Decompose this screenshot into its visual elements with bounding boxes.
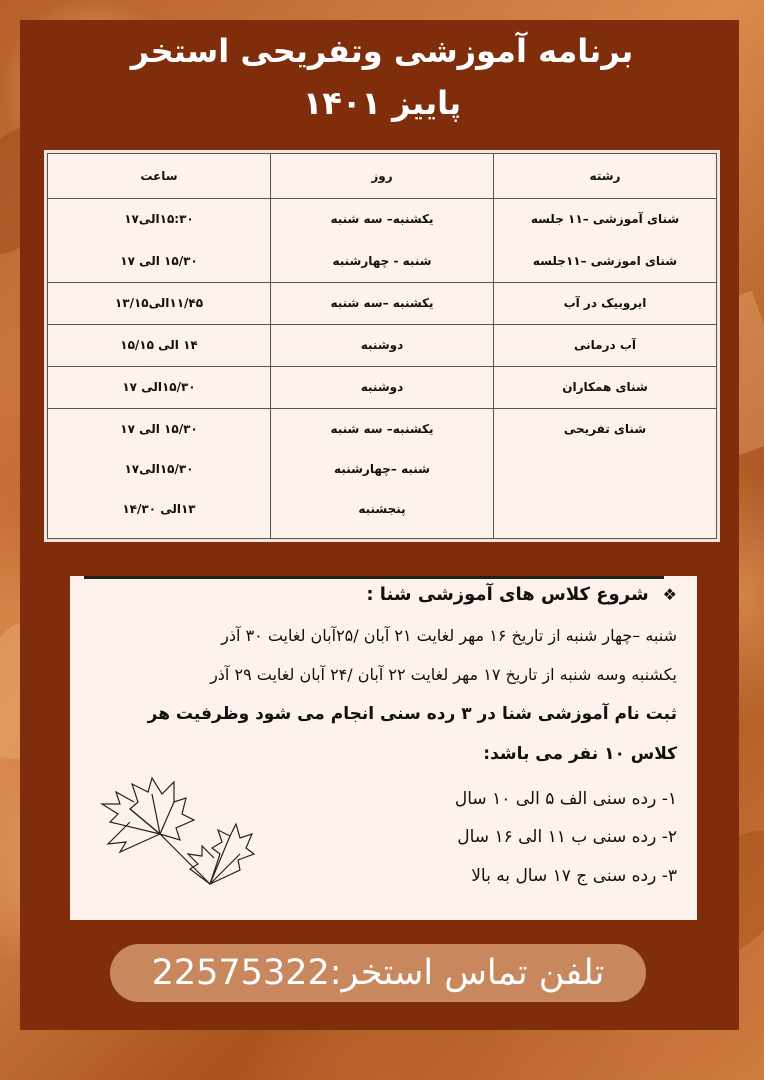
table-row [48, 325, 717, 367]
cell-time [48, 199, 271, 283]
info-heading-text: شروع کلاس های آموزشی شنا : [366, 584, 649, 605]
cell-time [48, 409, 271, 539]
cell-text: دوشنبه [360, 338, 404, 352]
cell-text: ۱۵/۳۰ الی ۱۷ [120, 254, 198, 268]
cell-field [494, 367, 717, 409]
table-row [48, 367, 717, 409]
cell-day [271, 199, 494, 283]
cell-text: پنجشنبه [358, 502, 406, 516]
cell-text: یکشنبه– سه شنبه [330, 212, 434, 226]
cell-text: ۱۳الی ۱۴/۳۰ [122, 502, 196, 516]
cell-text: شنای آموزشی –۱۱ جلسه [530, 212, 680, 226]
header-time: ساعت [48, 154, 271, 199]
age-group-2: ۲- رده سنی ب ۱۱ الی ۱۶ سال [457, 827, 677, 847]
schedule-line-1: شنبه –چهار شنبه از تاریخ ۱۶ مهر لغایت ۲۱ آبان /۲۵آبان لغایت ۳۰ آذر [221, 626, 677, 645]
cell-time [48, 367, 271, 409]
cell-field [494, 199, 717, 283]
cell-day [271, 409, 494, 539]
cell-text: دوشنبه [360, 380, 404, 394]
table-row [48, 283, 717, 325]
capacity-note: کلاس ۱۰ نفر می باشد: [483, 744, 677, 764]
cell-day [271, 283, 494, 325]
table-row [48, 199, 717, 283]
cell-text: ۱۵/۳۰الی۱۷ [124, 462, 194, 476]
cell-day [271, 325, 494, 367]
info-card [70, 576, 697, 920]
table-header-row [48, 154, 717, 199]
cell-text: ۱۵:۳۰الی۱۷ [124, 212, 194, 226]
cell-text: یکشنبه– سه شنبه [330, 422, 434, 436]
cell-time [48, 283, 271, 325]
cell-field [494, 325, 717, 367]
divider [84, 576, 664, 579]
cell-text: ایروبیک در آب [563, 296, 647, 310]
cell-text: ۱۵/۳۰ الی ۱۷ [120, 422, 198, 436]
table-row [48, 409, 717, 539]
schedule-table [47, 153, 717, 539]
maple-leaf-icon [90, 774, 255, 894]
cell-text: شنای اموزشی –۱۱جلسه [532, 254, 678, 268]
info-heading [366, 584, 677, 605]
cell-text: شنبه - چهارشنبه [332, 254, 432, 268]
cell-day [271, 367, 494, 409]
cell-text: ۱۵/۳۰الی ۱۷ [122, 380, 196, 394]
cell-text: شنای تفریحی [563, 422, 647, 436]
cell-text: شنبه –چهارشنبه [334, 462, 430, 476]
cell-time [48, 325, 271, 367]
header-day: روز [271, 154, 494, 199]
registration-note: ثبت نام آموزشی شنا در ۳ رده سنی انجام می شود وظرفیت هر [147, 704, 677, 724]
cell-text: ۱۴ الی ۱۵/۱۵ [120, 338, 198, 352]
cell-field [494, 409, 717, 539]
page-subtitle: پاییز ۱۴۰۱ [302, 84, 462, 122]
cell-text: شنای همکاران [562, 380, 648, 394]
page-title: برنامه آموزشی وتفریحی استخر [130, 32, 634, 70]
header-field: رشته [494, 154, 717, 199]
cell-text: یکشنبه –سه شنبه [330, 296, 434, 310]
schedule-line-2: یکشنبه وسه شنبه از تاریخ ۱۷ مهر لغایت ۲۲ آبان /۲۴ آبان لغایت ۲۹ آذر [210, 665, 677, 684]
phone-contact: تلفن تماس استخر:22575322 [110, 944, 646, 1002]
cell-text: آب درمانی [574, 338, 636, 352]
cell-field [494, 283, 717, 325]
age-group-1: ۱- رده سنی الف ۵ الی ۱۰ سال [454, 789, 677, 809]
age-group-3: ۳- رده سنی ج ۱۷ سال به بالا [471, 866, 677, 886]
diamond-bullet-icon: ❖ [662, 585, 677, 604]
cell-text: ۱۱/۴۵الی۱۳/۱۵ [114, 296, 204, 310]
